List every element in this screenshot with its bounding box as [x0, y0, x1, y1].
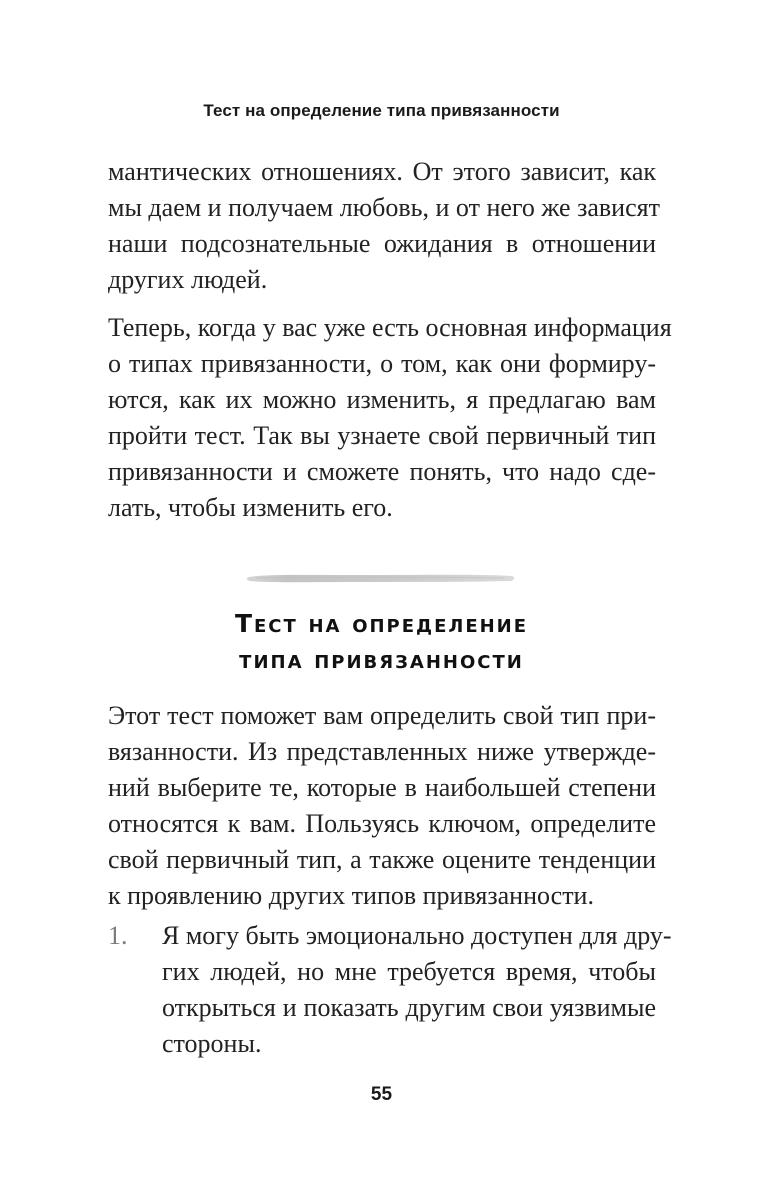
text-line: пройти тест. Так вы узнаете свой первичный тип: [108, 421, 656, 450]
list-item-text: [162, 918, 672, 1062]
text-line: других людей.: [108, 265, 268, 294]
text-line: свой первичный тип, а также оцените тенденции: [108, 845, 656, 874]
paragraph-continued: [108, 154, 660, 298]
text-line: ются, как их можно изменить, я предлагаю вам: [108, 385, 656, 414]
section-title-line: Тест на определение: [234, 609, 529, 638]
text-line: стороны.: [162, 1029, 262, 1058]
text-line: лать, чтобы изменить его.: [108, 493, 393, 522]
text-line: вязанности. Из представленных ниже утвержде-: [108, 737, 656, 766]
brush-stroke-divider: [246, 571, 516, 585]
text-line: наши подсознательные ожидания в отношении: [108, 229, 656, 258]
text-line: относятся к вам. Пользуясь ключом, определите: [108, 809, 656, 838]
text-line: Теперь, когда у вас уже есть основная информация: [108, 313, 672, 342]
running-head: Тест на определение типа привязанности: [203, 101, 560, 120]
text-line: Я могу быть эмоционально доступен для дру-: [162, 921, 672, 950]
paragraph-test-intro: [108, 698, 656, 914]
section-title-line: типа привязанности: [239, 645, 524, 674]
text-line: гих людей, но мне требуется время, чтобы: [162, 957, 656, 986]
section-title: [0, 606, 763, 678]
page-number: 55: [370, 1084, 393, 1105]
paragraph-test-offer: [108, 310, 672, 526]
text-line: Этот тест поможет вам определить свой тип при-: [108, 701, 656, 730]
text-line: к проявлению других типов привязанности.: [108, 881, 594, 910]
text-line: о типах привязанности, о том, как они формиру-: [108, 349, 656, 378]
text-line: мы даем и получаем любовь, и от него же зависят: [108, 193, 660, 222]
text-line: привязанности и сможете понять, что надо сде-: [108, 457, 656, 486]
text-line: мантических отношениях. От этого зависит, как: [108, 157, 656, 186]
text-line: открыться и показать другим свои уязвимые: [162, 993, 656, 1022]
list-item-number: 1.: [108, 921, 128, 950]
text-line: ний выберите те, которые в наибольшей степени: [108, 773, 656, 802]
